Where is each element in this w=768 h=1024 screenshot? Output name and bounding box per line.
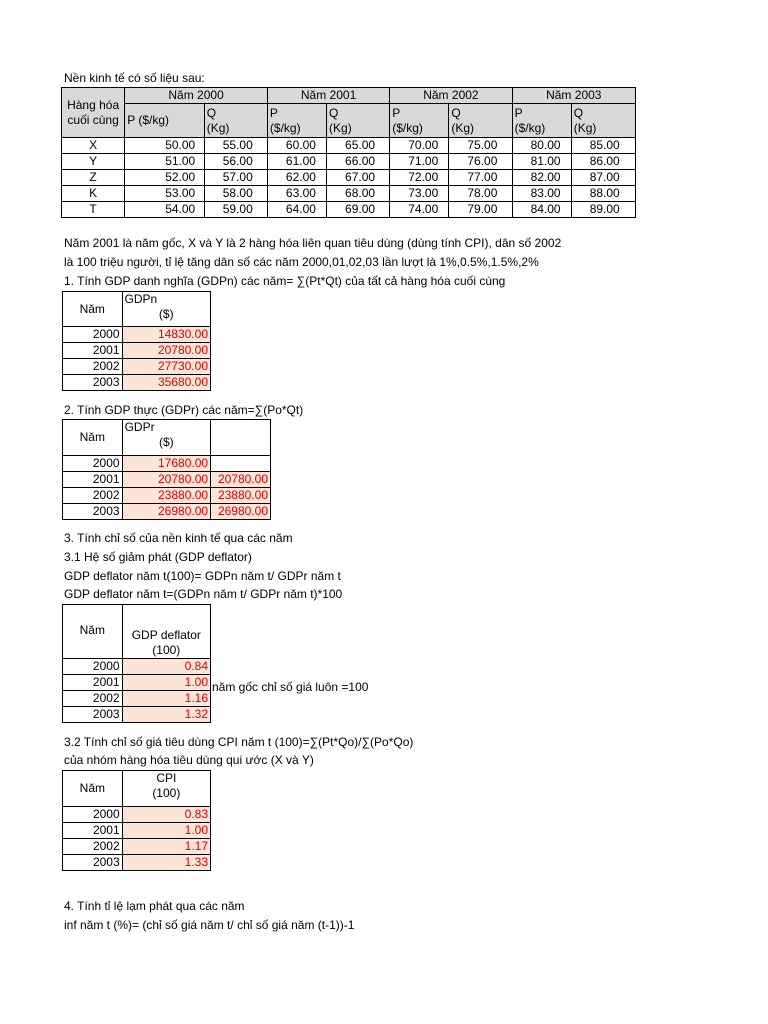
table-row xyxy=(63,839,211,855)
value-cell: 61.00 xyxy=(267,154,326,170)
table-row xyxy=(63,327,211,343)
year-cell: 2002 xyxy=(63,359,123,375)
table-row xyxy=(63,456,271,472)
year-cell: 2002 xyxy=(63,488,123,504)
year-cell: 2002 xyxy=(63,691,123,707)
computed-value-cell: 20780.00 xyxy=(122,472,210,488)
value-cell: 53.00 xyxy=(125,186,205,202)
header-p-2003: P ($/kg) xyxy=(512,104,571,138)
value-cell: 79.00 xyxy=(449,202,512,218)
computed-value-cell: 14830.00 xyxy=(122,327,210,343)
header-q-2001: Q (Kg) xyxy=(327,104,390,138)
gdpn-col-header xyxy=(122,292,210,327)
value-cell: 73.00 xyxy=(390,186,449,202)
table-row xyxy=(62,138,636,154)
header-q-2003: Q (Kg) xyxy=(571,104,635,138)
year-cell: 2000 xyxy=(63,807,123,823)
header-final-goods: Hàng hóa cuối cùng xyxy=(62,88,125,138)
value-cell: 64.00 xyxy=(267,202,326,218)
table-row xyxy=(62,154,636,170)
good-name-cell: X xyxy=(62,138,125,154)
cpi-col-header xyxy=(122,771,210,807)
gdpn-col-unit: ($) xyxy=(158,307,174,321)
header-p-2002: P ($/kg) xyxy=(390,104,449,138)
table-row xyxy=(62,186,636,202)
computed-extra-cell xyxy=(211,456,271,472)
text-line-12: inf năm t (%)= (chỉ số giá năm t/ chỉ số giá năm (t-1))-1 xyxy=(64,918,355,932)
gdpr-col-unit: ($) xyxy=(158,435,174,449)
year-cell: 2002 xyxy=(63,839,123,855)
deflator-col-header xyxy=(122,605,210,659)
value-cell: 85.00 xyxy=(571,138,635,154)
gdpn-col-label: GDPn xyxy=(124,292,158,306)
table-row xyxy=(63,855,211,871)
table-row xyxy=(63,343,211,359)
value-cell: 75.00 xyxy=(449,138,512,154)
value-cell: 83.00 xyxy=(512,186,571,202)
gdpr-col-extra xyxy=(211,420,271,456)
text-line-2: là 100 triệu người, tỉ lệ tăng dân số các năm 2000,01,02,03 lần lượt là 1%,0.5%,1.5%,2% xyxy=(64,255,539,269)
gdpr-col-year: Năm xyxy=(63,420,123,456)
year-cell: 2001 xyxy=(63,823,123,839)
year-cell: 2001 xyxy=(63,343,123,359)
value-cell: 60.00 xyxy=(267,138,326,154)
good-name-cell: Z xyxy=(62,170,125,186)
header-year-2003: Năm 2003 xyxy=(512,88,635,104)
value-cell: 66.00 xyxy=(327,154,390,170)
deflator-col-unit: (100) xyxy=(152,643,181,657)
text-line-3: 1. Tính GDP danh nghĩa (GDPn) các năm= ∑(Pt*Qt) của tất cả hàng hóa cuối cùng xyxy=(64,274,506,288)
value-cell: 74.00 xyxy=(390,202,449,218)
table-row xyxy=(62,170,636,186)
good-name-cell: T xyxy=(62,202,125,218)
year-cell: 2001 xyxy=(63,472,123,488)
value-cell: 58.00 xyxy=(204,186,267,202)
computed-value-cell: 0.84 xyxy=(122,659,210,675)
year-cell: 2001 xyxy=(63,675,123,691)
cpi-col-label: CPI xyxy=(156,771,177,785)
computed-value-cell: 17680.00 xyxy=(122,456,210,472)
table-row xyxy=(63,359,211,375)
table-row xyxy=(63,675,211,691)
cpi-col-year: Năm xyxy=(63,771,123,807)
header-year-2000: Năm 2000 xyxy=(125,88,268,104)
deflator-col-year: Năm xyxy=(63,605,123,659)
header-q-2002: Q (Kg) xyxy=(449,104,512,138)
computed-value-cell: 26980.00 xyxy=(122,504,210,520)
value-cell: 84.00 xyxy=(512,202,571,218)
text-line-9: 3.2 Tính chỉ số giá tiêu dùng CPI năm t (100)=∑(Pt*Qo)/∑(Po*Qo) xyxy=(64,735,414,749)
value-cell: 63.00 xyxy=(267,186,326,202)
header-year-2002: Năm 2002 xyxy=(390,88,512,104)
year-cell: 2003 xyxy=(63,504,123,520)
value-cell: 55.00 xyxy=(204,138,267,154)
computed-value-cell: 1.00 xyxy=(122,823,210,839)
commodity-table xyxy=(61,87,636,218)
table-row xyxy=(63,659,211,675)
value-cell: 50.00 xyxy=(125,138,205,154)
table-row xyxy=(63,707,211,723)
computed-extra-cell: 20780.00 xyxy=(211,472,271,488)
table-row xyxy=(63,807,211,823)
table-row xyxy=(63,504,271,520)
computed-value-cell: 27730.00 xyxy=(122,359,210,375)
value-cell: 56.00 xyxy=(204,154,267,170)
gdpr-col-label: GDPr xyxy=(124,420,155,434)
table-row xyxy=(63,375,211,391)
year-cell: 2000 xyxy=(63,456,123,472)
value-cell: 71.00 xyxy=(390,154,449,170)
good-name-cell: K xyxy=(62,186,125,202)
computed-value-cell: 1.33 xyxy=(122,855,210,871)
value-cell: 51.00 xyxy=(125,154,205,170)
value-cell: 52.00 xyxy=(125,170,205,186)
value-cell: 77.00 xyxy=(449,170,512,186)
computed-value-cell: 1.17 xyxy=(122,839,210,855)
text-line-7: GDP deflator năm t(100)= GDPn năm t/ GDPr năm t xyxy=(64,569,341,583)
table-row xyxy=(63,691,211,707)
value-cell: 59.00 xyxy=(204,202,267,218)
value-cell: 62.00 xyxy=(267,170,326,186)
value-cell: 76.00 xyxy=(449,154,512,170)
value-cell: 54.00 xyxy=(125,202,205,218)
computed-value-cell: 35680.00 xyxy=(122,375,210,391)
text-line-6: 3.1 Hệ số giảm phát (GDP deflator) xyxy=(64,550,252,564)
gdpn-table xyxy=(62,291,211,391)
gdpr-col-header xyxy=(122,420,210,456)
deflator-col-label: GDP deflator xyxy=(131,628,201,642)
year-cell: 2000 xyxy=(63,659,123,675)
value-cell: 82.00 xyxy=(512,170,571,186)
computed-value-cell: 1.16 xyxy=(122,691,210,707)
value-cell: 88.00 xyxy=(571,186,635,202)
intro-text: Nền kinh tế có số liệu sau: xyxy=(64,71,205,85)
good-name-cell: Y xyxy=(62,154,125,170)
text-line-1: Năm 2001 là năm gốc, X và Y là 2 hàng hóa liên quan tiêu dùng (dùng tính CPI), dân số 2002 xyxy=(64,236,562,250)
header-q-2000: Q (Kg) xyxy=(204,104,267,138)
value-cell: 81.00 xyxy=(512,154,571,170)
year-cell: 2003 xyxy=(63,375,123,391)
value-cell: 78.00 xyxy=(449,186,512,202)
value-cell: 57.00 xyxy=(204,170,267,186)
text-line-11: 4. Tính tỉ lệ lạm phát qua các năm xyxy=(64,899,245,913)
text-line-5: 3. Tính chỉ số của nền kinh tế qua các năm xyxy=(64,531,293,545)
computed-value-cell: 23880.00 xyxy=(122,488,210,504)
gdpn-col-year: Năm xyxy=(63,292,123,327)
computed-value-cell: 1.00 xyxy=(122,675,210,691)
computed-value-cell: 0.83 xyxy=(122,807,210,823)
table-row xyxy=(62,202,636,218)
header-p-2001: P ($/kg) xyxy=(267,104,326,138)
base-year-note: năm gốc chỉ số giá luôn =100 xyxy=(212,680,369,694)
computed-value-cell: 1.32 xyxy=(122,707,210,723)
value-cell: 70.00 xyxy=(390,138,449,154)
value-cell: 89.00 xyxy=(571,202,635,218)
computed-extra-cell: 26980.00 xyxy=(211,504,271,520)
header-year-2001: Năm 2001 xyxy=(267,88,389,104)
value-cell: 69.00 xyxy=(327,202,390,218)
computed-value-cell: 20780.00 xyxy=(122,343,210,359)
year-cell: 2000 xyxy=(63,327,123,343)
value-cell: 67.00 xyxy=(327,170,390,186)
gdpr-table xyxy=(62,419,271,520)
table-row xyxy=(63,488,271,504)
value-cell: 86.00 xyxy=(571,154,635,170)
computed-extra-cell: 23880.00 xyxy=(211,488,271,504)
cpi-col-unit: (100) xyxy=(152,786,181,800)
deflator-table xyxy=(62,604,211,723)
year-cell: 2003 xyxy=(63,707,123,723)
table-row xyxy=(63,472,271,488)
value-cell: 68.00 xyxy=(327,186,390,202)
text-line-8: GDP deflator năm t=(GDPn năm t/ GDPr năm t)*100 xyxy=(64,587,343,601)
value-cell: 87.00 xyxy=(571,170,635,186)
table-row xyxy=(63,823,211,839)
header-p-2000: P ($/kg) xyxy=(125,104,205,138)
text-line-4: 2. Tính GDP thực (GDPr) các năm=∑(Po*Qt) xyxy=(64,403,304,417)
year-cell: 2003 xyxy=(63,855,123,871)
text-line-10: của nhóm hàng hóa tiêu dùng qui ước (X và Y) xyxy=(64,753,314,767)
value-cell: 72.00 xyxy=(390,170,449,186)
value-cell: 65.00 xyxy=(327,138,390,154)
cpi-table xyxy=(62,770,211,871)
value-cell: 80.00 xyxy=(512,138,571,154)
